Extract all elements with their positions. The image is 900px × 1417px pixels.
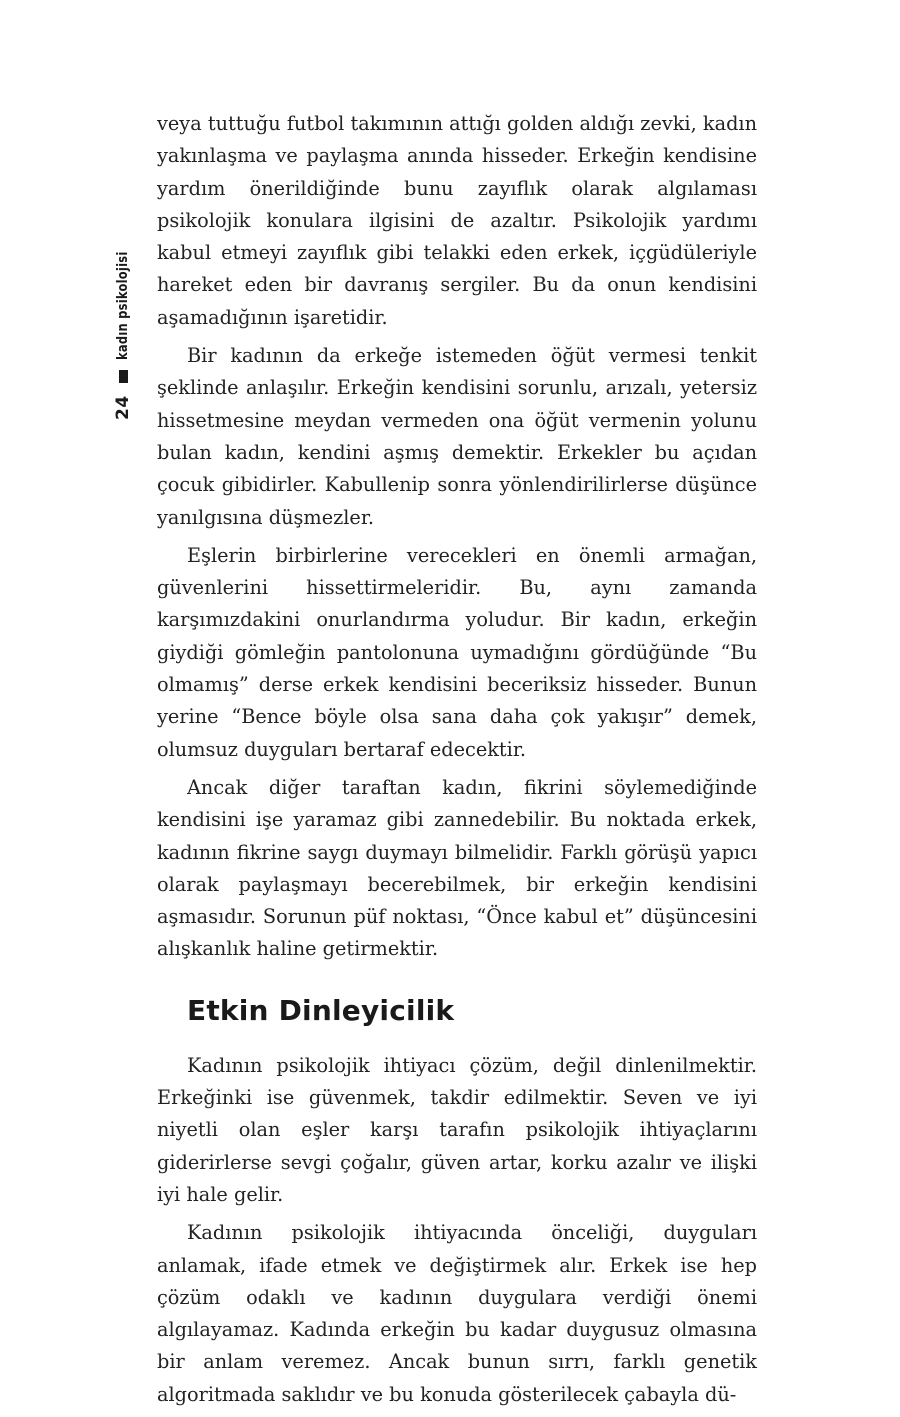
running-head-title: kadın psikolojisi	[115, 251, 131, 361]
running-head-bar-icon	[119, 370, 128, 383]
paragraph: Kadının psikolojik ihtiyacında önceliği, duyguları anlamak, ifade etmek ve değiştirmek alır. Erkek ise hep çözüm odaklı ve kadının duygulara verdiği önemi algılayamaz. Kadında erkeğin bu kadar duygusuz olmasına bir anlam veremez. Ancak bunun sırrı, farklı genetik algoritmada saklıdır ve bu konuda gösterilecek çabayla dü-	[157, 1221, 757, 1406]
paragraph: veya tuttuğu futbol takımının attığı golden aldığı zevki, kadın yakınlaşma ve paylaşma anında hisseder. Erkeğin kendisine yardım önerildiğinde bunu zayıflık olarak algılaması psikolojik konulara ilgisini de azaltır. Psikolojik yardımı kabul etmeyi zayıflık gibi telakki eden erkek, içgüdüleriyle hareket eden bir davranış sergiler. Bu da onun kendisini aşamadığının işaretidir.	[157, 112, 757, 329]
paragraph: Kadının psikolojik ihtiyacı çözüm, değil dinlenilmektir. Erkeğinki ise güvenmek, takdir edilmektir. Seven ve iyi niyetli olan eşler karşı tarafın psikolojik ihtiyaçlarını giderirlerse sevgi çoğalır, güven artar, korku azalır ve ilişki iyi hale gelir.	[157, 1053, 757, 1206]
body-text	[157, 108, 757, 1417]
paragraph: Eşlerin birbirlerine verecekleri en önemli armağan, güvenlerini hissettirmeleridir. Bu, aynı zamanda karşımızdakini onurlandırma yoludur. Bir kadın, erkeğin giydiği gömleğin pantolonuna uymadığını gördüğünde “Bu olmamış” derse erkek kendisini beceriksiz hisseder. Bunun yerine “Bence böyle olsa sana daha çok yakışır” demek, olumsuz duyguları bertaraf edecektir.	[157, 543, 757, 761]
paragraph: Ancak diğer taraftan kadın, fikrini söylemediğinde kendisini işe yaramaz gibi zannedebilir. Bu noktada erkek, kadının fikrine saygı duymayı bilmelidir. Farklı görüşü yapıcı olarak paylaşmayı becerebilmek, bir erkeğin kendisini aşmasıdır. Sorunun püf noktası, “Önce kabul et” düşüncesini alışkanlık haline getirmektir.	[157, 775, 757, 961]
page-number: 24	[113, 395, 133, 420]
section-heading: Etkin Dinleyicilik	[187, 993, 455, 1027]
paragraph: Bir kadının da erkeğe istemeden öğüt vermesi tenkit şeklinde anlaşılır. Erkeğin kendisini sorunlu, arızalı, yetersiz hissetmesine meydan vermeden ona öğüt vermenin yolunu bulan kadın, kendini aşmış demektir. Erkekler bu açıdan çocuk gibidirler. Kabullenip sonra yönlendirilirlerse düşünce yanılgısına düşmezler.	[157, 344, 757, 529]
